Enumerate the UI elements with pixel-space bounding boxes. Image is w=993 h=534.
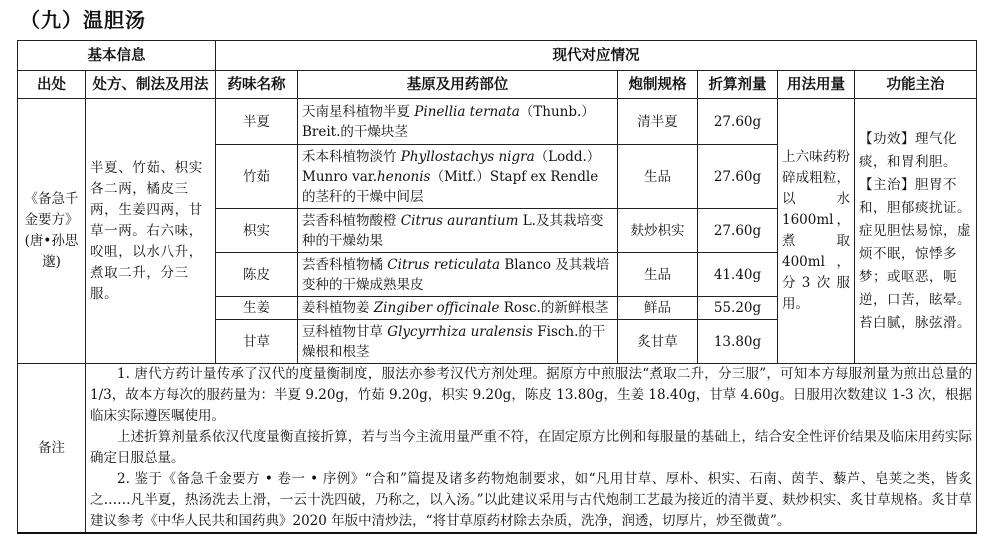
herb-basis: 芸香科植物橘 Citrus reticulata Blanco 及其栽培变种的干燥成熟果皮 <box>298 253 618 297</box>
herb-name: 甘草 <box>216 320 298 364</box>
herb-name: 半夏 <box>216 99 298 145</box>
method-cell: 半夏、竹茹、枳实各二两，橘皮三两，生姜四两，甘草一两。右六味，㕮咀，以水八升，煮取二升，分三服。 <box>86 99 216 364</box>
col-usage: 用法用量 <box>778 71 855 99</box>
col-proc: 炮制规格 <box>618 71 698 99</box>
col-dose: 折算剂量 <box>698 71 778 99</box>
herb-name: 竹茹 <box>216 145 298 209</box>
indication-tag: 【主治】 <box>859 176 915 193</box>
herb-dose: 41.40g <box>698 253 778 297</box>
efficacy-text: 理气化痰，和胃利胆。 <box>859 130 957 170</box>
col-function: 功能主治 <box>855 71 977 99</box>
header-basic-info: 基本信息 <box>18 41 216 71</box>
herb-name: 枳实 <box>216 209 298 253</box>
herb-name: 陈皮 <box>216 253 298 297</box>
col-basis: 基原及用药部位 <box>298 71 618 99</box>
herb-dose: 55.20g <box>698 297 778 320</box>
col-herb: 药味名称 <box>216 71 298 99</box>
note-paragraph-3: 2. 鉴于《备急千金要方 • 卷一 • 序例》“合和”篇提及诸多药物炮制要求，如“凡用甘草、厚朴、枳实、石南、茵芋、藜芦、皂荚之类，皆炙之……凡半夏，热汤洗去上滑，一云十洗四破，乃称之，以入汤。”以此建议采用与古代炮制工艺最为接近的清半夏、麸炒枳实、炙甘草规格。炙甘草建议参考《中华人民共和国药典》2020 年版中清炒法，“将甘草原药材除去杂质，洗净，润透，切厚片，炒至微黄”。 <box>90 471 972 529</box>
notes-cell <box>86 364 977 534</box>
col-method: 处方、制法及用法 <box>86 71 216 99</box>
herb-basis: 天南星科植物半夏 Pinellia ternata（Thunb.）Breit.的干燥块茎 <box>298 99 618 145</box>
notes-label: 备注 <box>18 364 86 534</box>
herb-processing: 鲜品 <box>618 297 698 320</box>
function-cell <box>855 99 977 364</box>
herb-processing: 麸炒枳实 <box>618 209 698 253</box>
efficacy-tag: 【功效】 <box>859 130 915 147</box>
herb-basis: 姜科植物姜 Zingiber officinale Rosc.的新鲜根茎 <box>298 297 618 320</box>
herb-processing: 清半夏 <box>618 99 698 145</box>
herb-processing: 生品 <box>618 145 698 209</box>
herb-processing: 炙甘草 <box>618 320 698 364</box>
herb-basis: 豆科植物甘草 Glycyrrhiza uralensis Fisch.的干燥根和根茎 <box>298 320 618 364</box>
herb-processing: 生品 <box>618 253 698 297</box>
herb-dose: 27.60g <box>698 209 778 253</box>
note-paragraph-2: 上述折算剂量系依汉代度量衡直接折算，若与当今主流用量严重不符，在固定原方比例和每服量的基础上，结合安全性评价结果及临床用药实际确定日服总量。 <box>90 429 972 466</box>
herb-basis: 芸香科植物酸橙 Citrus aurantium L.及其栽培变种的干燥幼果 <box>298 209 618 253</box>
herb-dose: 13.80g <box>698 320 778 364</box>
page-title: （九）温胆汤 <box>20 8 146 32</box>
col-source: 出处 <box>18 71 86 99</box>
herb-dose: 27.60g <box>698 99 778 145</box>
herb-name: 生姜 <box>216 297 298 320</box>
source-cell: 《备急千金要方》(唐•孙思邈) <box>18 99 86 364</box>
usage-cell: 上六味药粉碎成粗粒，以水1600ml，煮取400ml，分3次服用。 <box>778 99 855 364</box>
herb-basis: 禾本科植物淡竹 Phyllostachys nigra（Lodd.）Munro var.henonis（Mitf.）Stapf ex Rendle 的茎秆的干燥中间层 <box>298 145 618 209</box>
header-modern: 现代对应情况 <box>216 41 977 71</box>
prescription-table <box>17 40 977 534</box>
note-paragraph-1: 1. 唐代方药计量传承了汉代的度量衡制度，服法亦参考汉代方剂处理。据原方中煎服法“煮取二升，分三服”，可知本方每服剂量为煎出总量的 1/3，故本方每次的服药量为：半夏 9.20g，竹茹 9.20g，枳实 9.20g，陈皮 13.80g，生姜 18.40g，甘草 4.60g。日服用次数建议 1-3 次，根据临床实际遵医嘱使用。 <box>90 366 972 424</box>
indication-text: 胆胃不和，胆郁痰扰证。症见胆怯易惊，虚烦不眠，惊悸多梦；或呕恶，呃逆，口苦，眩晕。苔白腻，脉弦滑。 <box>859 176 971 331</box>
herb-dose: 27.60g <box>698 145 778 209</box>
